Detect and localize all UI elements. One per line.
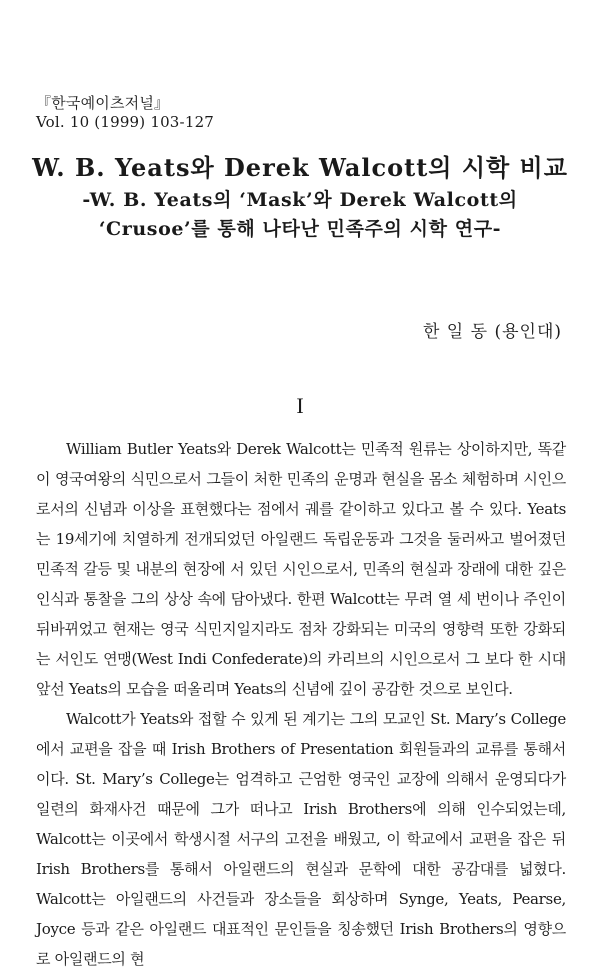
journal-header xyxy=(36,94,214,132)
paragraph-1: William Butler Yeats와 Derek Walcott는 민족적 원류는 상이하지만, 똑같이 영국여왕의 식민으로서 그들이 처한 민족의 운명과 현실을 몸소 체험하며 시인으로서의 신념과 이상을 표현했다는 점에서 궤를 같이하고 있다고 볼 수 있다. Yeats는 19세기에 치열하게 전개되었던 아일랜드 독립운동과 그것을 둘러싸고 벌어졌던 민족적 갈등 및 내분의 현장에 서 있던 시인으로서, 민족의 현실과 장래에 대한 깊은 인식과 통찰을 그의 상상 속에 담아냈다. 한편 Walcott는 무려 열 세 번이나 주인이 뒤바뀌었고 현재는 영국 식민지일지라도 점차 강화되는 미국의 영향력 또한 강화되는 서인도 연맹(West Indi Confederate)의 카리브의 시인으로서 그 보다 한 시대 앞선 Yeats의 모습을 떠올리며 Yeats의 신념에 깊이 공감한 것으로 보인다. xyxy=(36,440,566,698)
paragraph-2: Walcott가 Yeats와 접할 수 있게 된 계기는 그의 모교인 St. Mary’s College에서 교편을 잡을 때 Irish Brothers of Presentation 회원들과의 교류를 통해서이다. St. Mary’s College는 엄격하고 근엄한 영국인 교장에 의해서 운영되다가 일련의 화재사건 때문에 그가 떠나고 Irish Brothers에 의해 인수되었는데, Walcott는 이곳에서 학생시절 서구의 고전을 배웠고, 이 학교에서 교편을 잡은 뒤 Irish Brothers를 통해서 아일랜드의 현실과 문학에 대한 공감대를 넓혔다. Walcott는 아일랜드의 사건들과 장소들을 회상하며 Synge, Yeats, Pearse, Joyce 등과 같은 아일랜드 대표적인 문인들을 칭송했던 Irish Brothers의 영향으로 아일랜드의 현 xyxy=(36,710,566,968)
paper-title: W. B. Yeats와 Derek Walcott의 시학 비교 xyxy=(32,153,568,182)
paper-subtitle-line-1: -W. B. Yeats의 ‘Mask’와 Derek Walcott의 xyxy=(82,189,518,211)
title-block xyxy=(0,150,600,244)
author-affiliation: 한 일 동 (용인대) xyxy=(422,322,562,342)
paper-subtitle-line-2: ‘Crusoe’를 통해 나타난 민족주의 시학 연구- xyxy=(98,218,502,240)
body-text xyxy=(36,434,566,974)
journal-citation: Vol. 10 (1999) 103-127 xyxy=(36,113,215,131)
journal-name: 『한국예이츠저널』 xyxy=(36,94,170,112)
section-heading: I xyxy=(296,393,304,418)
